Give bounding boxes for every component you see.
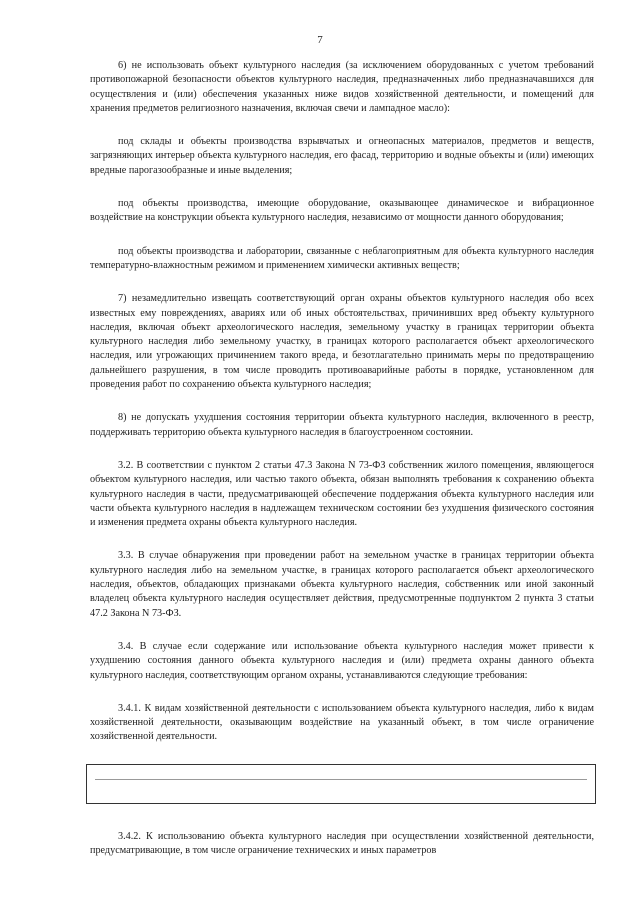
empty-table-box <box>86 764 596 804</box>
paragraph-3-4-2: 3.4.2. К использованию объекта культурного наследия при осуществлении хозяйственной деятельности, предусматривающие, в том числе ограничение технических и иных параметров <box>90 830 594 856</box>
page-number: 7 <box>317 34 323 46</box>
paragraph-7: 7) незамедлительно извещать соответствующий орган охраны объектов культурного наследия обо всех известных ему повреждениях, авариях или об иных обстоятельствах, причинивших вред объекту культурного наследия, включая объект археологического наследия, земельному участку в границах территории объекта культурного наследия либо земельному участку, в границах которого располагается объект археологического наследия, или угрожающих причинением такого вреда, и безотлагательно принимать меры по предотвращению дальнейшего разрушения, в том числе проводить противоаварийные работы в порядке, установленном для проведения работ по сохранению объекта культурного наследия; <box>90 293 594 391</box>
paragraph-6: 6) не использовать объект культурного наследия (за исключением оборудованных с учетом требований противопожарной безопасности объектов культурного наследия, предназначенных либо предназначавшихся для осуществления и (или) обеспечения указанных ниже видов хозяйственной деятельности, и помещений для хранения предметов религиозного назначения, включая свечи и лампадное масло): <box>90 60 594 114</box>
paragraph-3-3: 3.3. В случае обнаружения при проведении работ на земельном участке в границах территории объекта культурного наследия либо на земельном участке, в границах которого располагается объект археологического наследия, объектов, обладающих признаками объекта культурного наследия, собственник или иной законный владелец объекта культурного наследия осуществляет действия, предусмотренные подпунктом 2 пункта 3 статьи 47.2 Закона N 73-ФЗ. <box>90 550 594 619</box>
paragraph-3-4-1: 3.4.1. К видам хозяйственной деятельности с использованием объекта культурного наследия, либо к видам хозяйственной деятельности, оказывающим воздействие на указанный объект, в том числе ограничение хозяйственной деятельности. <box>90 702 594 743</box>
paragraph-laboratories: под объекты производства и лаборатории, связанные с неблагоприятным для объекта культурного наследия температурно-влажностным режимом и применением химически активных веществ; <box>90 245 594 271</box>
paragraph-3-4: 3.4. В случае если содержание или использование объекта культурного наследия может привести к ухудшению состояния данного объекта культурного наследия и (или) предмета охраны данного объекта культурного наследия, соответствующим органом охраны, устанавливаются следующие требования: <box>90 640 594 681</box>
paragraph-8: 8) не допускать ухудшения состояния территории объекта культурного наследия, включенного в реестр, поддерживать территорию объекта культурного наследия в благоустроенном состоянии. <box>90 412 594 438</box>
paragraph-3-2: 3.2. В соответствии с пунктом 2 статьи 47.3 Закона N 73-ФЗ собственник жилого помещения, являющегося объектом культурного наследия, или частью такого объекта, обязан выполнять требования к сохранению объекта культурного наследия в части, предусматривающей обеспечение поддержания объекта культурного наследия или части объекта культурного наследия в надлежащем техническом состоянии без ухудшения физического состояния и изменения предмета охраны объекта культурного наследия. <box>90 459 594 529</box>
paragraph-warehouses: под склады и объекты производства взрывчатых и огнеопасных материалов, предметов и веществ, загрязняющих интерьер объекта культурного наследия, его фасад, территорию и водные объекты и (или) имеющих вредные парогазообразные и иные выделения; <box>90 136 594 176</box>
paragraph-vibration: под объекты производства, имеющие оборудование, оказывающее динамическое и вибрационное воздействие на конструкции объекта культурного наследия, независимо от мощности данного оборудования; <box>90 198 594 224</box>
document-body <box>90 59 594 877</box>
